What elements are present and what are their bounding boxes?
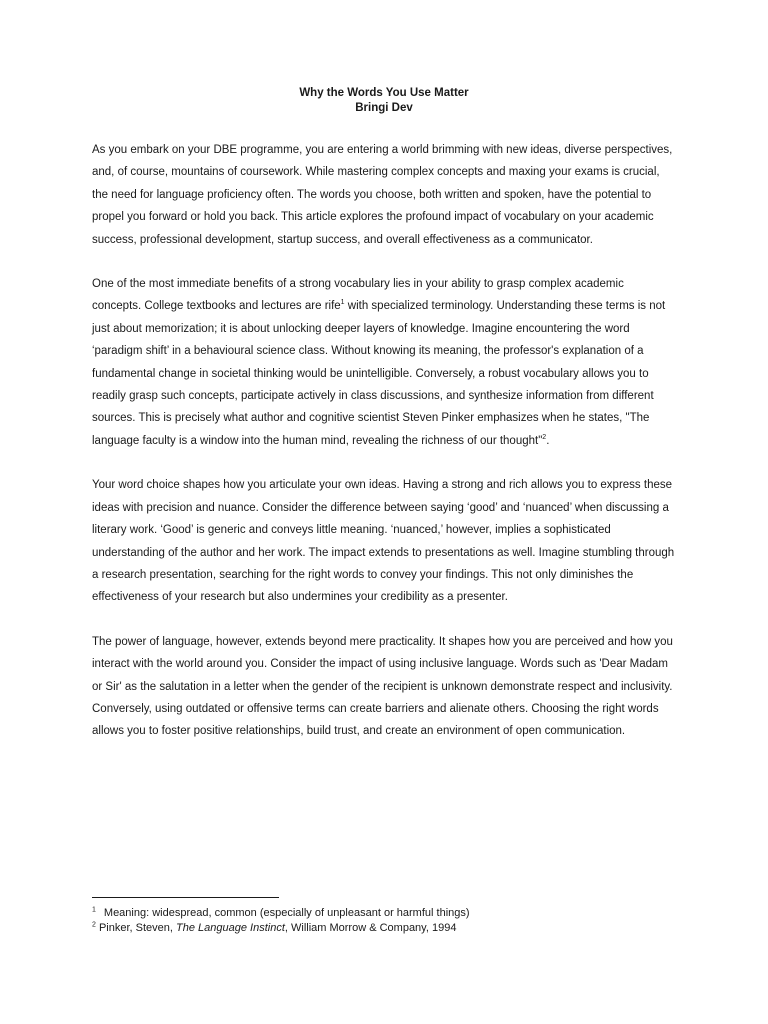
document-title: Why the Words You Use Matter <box>299 87 469 99</box>
footnote-2 <box>92 921 676 936</box>
paragraph-text: . <box>546 434 550 447</box>
footnote-marker: 1 <box>92 906 96 914</box>
footnote-text: , William Morrow & Company, 1994 <box>284 922 457 934</box>
footnote-separator <box>92 897 279 898</box>
footnote-1 <box>92 906 676 921</box>
document-body <box>92 86 676 765</box>
footnote-text: Pinker, Steven, <box>98 922 177 934</box>
paragraph-power-of-language: The power of language, however, extends beyond mere practicality. It shapes how you are perceived and how you interact with the world around you. Consider the impact of using inclusive language. Words such as 'Dear Madam or Sir' as the salutation in a letter when the gender of the recipient is unknown demonstrate respect and inclusivity. Conversely, using outdated or offensive terms can create barriers and alienate others. Choosing the right words allows you to foster positive relationships, build trust, and create an environment of open communication. <box>92 635 673 738</box>
paragraph-text: with specialized terminology. Understanding these terms is not just about memorization; it is about unlocking deeper layers of knowledge. Imagine encountering the word ‘paradigm shift’ in a behavioural science class. Without knowing its meaning, the professor's explanation of a fundamental change in societal thinking would be unintelligible. Conversely, a robust vocabulary allows you to readily grasp such concepts, participate actively in class discussions, and synthesize information from different sources. This is precisely what author and cognitive scientist Steven Pinker emphasizes when he states, "The language faculty is a window into the human mind, revealing the richness of our thought" <box>92 300 666 447</box>
footnote-marker: 2 <box>92 921 96 929</box>
footnote-ref-2[interactable]: 2 <box>542 434 547 442</box>
paragraph-intro: As you embark on your DBE programme, you are entering a world brimming with new ideas, diverse perspectives, and, of course, mountains of coursework. While mastering complex concepts and maxing your exams is crucial, the need for language proficiency often. The words you choose, both written and spoken, have the potential to propel you forward or hold you back. This article explores the profound impact of vocabulary on your academic success, professional development, startup success, and overall effectiveness as a communicator. <box>92 144 673 246</box>
paragraph-text: One of the most immediate benefits of a strong vocabulary lies in your ability to grasp complex academic concepts. College textbooks and lectures are rife <box>92 278 624 313</box>
footnotes <box>92 906 676 936</box>
paragraph-word-choice: Your word choice shapes how you articulate your own ideas. Having a strong and rich allows you to express these ideas with precision and nuance. Consider the difference between saying ‘good’ and ‘nuanced’ when discussing a literary work. ‘Good’ is generic and conveys little meaning. ‘nuanced,’ however, implies a sophisticated understanding of the author and her work. The impact extends to presentations as well. Imagine stumbling through a research presentation, searching for the right words to convey your findings. This not only diminishes the effectiveness of your research but also undermines your credibility as a presenter. <box>92 479 675 604</box>
footnote-book-title: The Language Instinct <box>176 922 285 934</box>
document-author: Bringi Dev <box>355 102 413 114</box>
footnote-text: Meaning: widespread, common (especially of unpleasant or harmful things) <box>103 907 470 919</box>
paragraph-vocabulary-benefits <box>92 273 676 452</box>
footnote-ref-1[interactable]: 1 <box>340 299 345 307</box>
title-block <box>92 86 676 116</box>
